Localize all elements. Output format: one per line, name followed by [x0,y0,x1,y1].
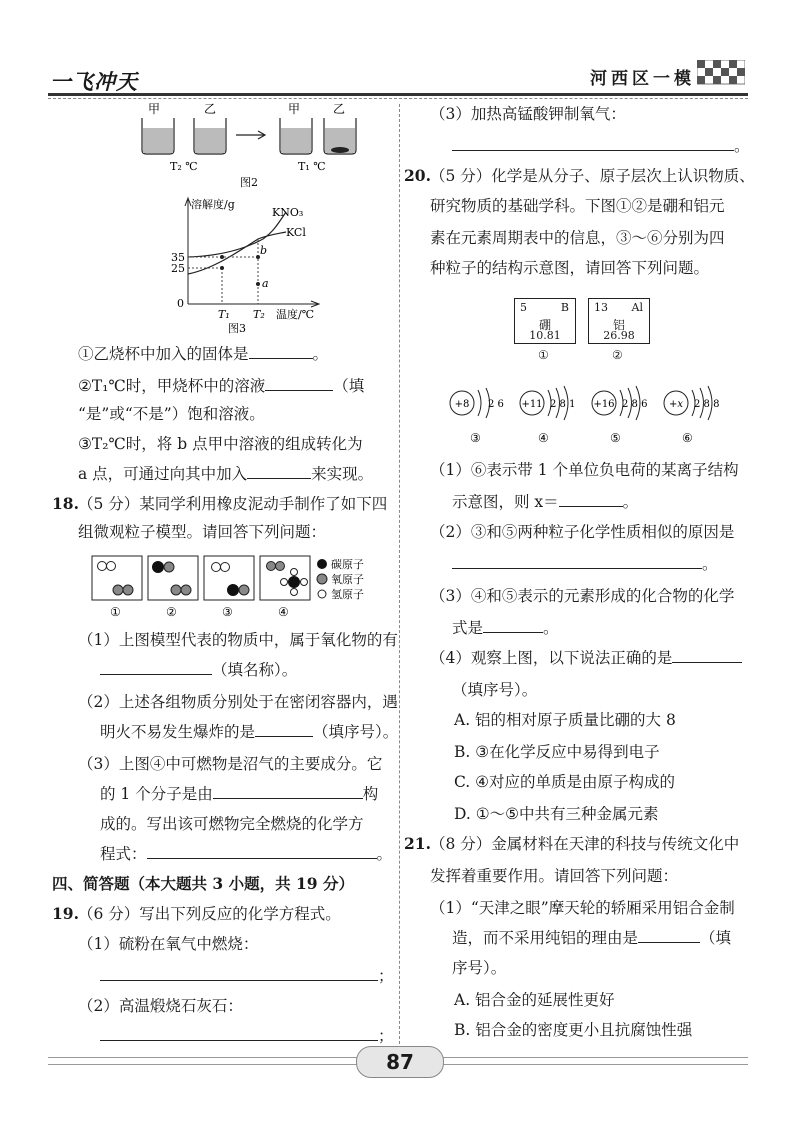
fig2-caption: 图2 [240,176,258,189]
q19-sub1: （1）硫粉在氧气中燃烧： [78,935,259,953]
x-axis [188,301,319,307]
svg-text:2 6: 2 6 [488,399,504,410]
q18-line1: （5 分）某同学利用橡皮泥动手制作了如下四 [78,495,388,513]
model-label-4: ④ [278,605,289,619]
fig3-t1: T₁ [218,308,230,321]
q18-sub3: （3）上图④中可燃物是沼气的主要成分。它 [78,755,383,773]
svg-text:+x: +x [668,399,684,410]
q19-sub2: （2）高温煅烧石灰石： [78,997,243,1015]
fig3-origin: 0 [177,297,184,310]
fig2-label-jia: 甲 [148,102,161,116]
q20-number: 20. [404,166,431,185]
fig3-caption: 图3 [228,322,246,335]
arrow-icon [236,131,265,139]
fig2-label-yi-2: 乙 [333,102,346,116]
header-dash-rule [48,98,748,99]
q19-line1: （6 分）写出下列反应的化学方程式。 [78,905,341,923]
model-label-1: ① [110,605,121,619]
element-card-aluminum: 13 Al 铝 26.98 [588,298,650,344]
svg-text:③: ③ [470,431,481,445]
q21-sub1c: 序号）。 [452,959,507,977]
q19-sub3-blank-row: 。 [452,136,750,156]
answer-blank[interactable] [249,344,313,359]
q20-sub2b: 。 [452,554,718,574]
q21-option-a: A. 铝合金的延展性更好 [454,991,615,1009]
answer-blank[interactable] [672,648,742,663]
q21-number: 21. [404,834,431,853]
answer-blank[interactable] [452,554,702,569]
q21-line1: （8 分）金属材料在天津的科技与传统文化中 [430,835,740,853]
answer-blank[interactable] [559,492,623,507]
q20-sub4b: （填序号）。 [452,681,538,699]
q18-sub1: （1）上图模型代表的物质中，属于氧化物的有 [78,631,398,649]
fig3-point-a: a [262,277,269,290]
fig3-ylabel: 溶解度/g [191,198,235,211]
q18-sub1b: （填名称）。 [100,660,297,680]
svg-text:⑥: ⑥ [682,431,693,445]
q20-option-d: D. ①～⑤中共有三种金属元素 [454,805,659,823]
svg-text:2 8 8: 2 8 8 [694,399,720,410]
answer-blank[interactable] [247,464,311,479]
q20-line2: 研究物质的基础学科。下图①②是硼和铝元 [430,197,725,215]
q18-line2: 组微观粒子模型。请回答下列问题： [78,523,327,541]
q20-option-b: B. ③在化学反应中易得到电子 [454,743,660,761]
q20-option-a: A. 铝的相对原子质量比硼的大 8 [454,711,676,729]
fig2-label-yi: 乙 [204,102,217,116]
fig2-temp-left: T₂ ℃ [170,160,198,173]
svg-text:④: ④ [538,431,549,445]
fig3-kcl-label: KCl [286,226,306,239]
q20-sub1: （1）⑥表示带 1 个单位负电荷的某离子结构 [430,461,739,479]
figure-3-solubility-graph [168,194,338,339]
q20-line4: 种粒子的结构示意图，请回答下列问题。 [430,259,710,277]
model-label-2: ② [166,605,177,619]
model-label-3: ③ [222,605,233,619]
answer-blank[interactable] [265,376,333,391]
q20-line3: 素在元素周期表中的信息，③～⑥分别为四 [430,229,725,247]
answer-blank[interactable] [100,966,378,981]
legend-oxygen: 氧原子 [331,573,364,586]
q20-line1: （5 分）化学是从分子、原子层次上认识物质、 [430,167,755,185]
undissolved-solid [331,147,349,153]
brand-logo-text: 一飞冲天 [50,70,138,94]
q20-sub3b: 式是 。 [452,619,559,637]
figure-2-beakers [128,100,368,190]
q19-sub1-blank-row: ； [100,966,394,986]
q18-sub3c: 成的。写出该可燃物完全燃烧的化学方 [100,815,364,833]
q17-line2: ②T₁℃时，甲烧杯中的溶液 （填 [78,377,365,395]
svg-text:+8: +8 [454,399,470,410]
kcl-curve [188,232,286,274]
particle-3 [450,388,504,445]
answer-blank[interactable] [147,844,377,859]
column-separator [399,104,400,1054]
q20-sub2: （2）③和⑤两种粒子化学性质相似的原因是 [430,523,735,541]
header-rule [48,93,748,96]
q17-line5: a 点，可通过向其中加入 来实现。 [78,465,374,483]
fig2-label-jia-2: 甲 [288,102,301,116]
fig3-t2: T₂ [253,308,265,321]
particle-4 [520,386,575,445]
q19-sub2-blank-row: ； [100,1026,394,1046]
q18-sub3b: 的 1 个分子是由 构 [100,785,379,803]
answer-blank[interactable] [483,618,543,633]
answer-blank[interactable] [100,660,212,675]
element-label-1: ① [538,348,549,362]
answer-blank[interactable] [213,784,363,799]
svg-text:2 8 6: 2 8 6 [622,399,648,410]
element-card-boron: 5 B 硼 10.81 [514,298,576,344]
q20-option-c: C. ④对应的单质是由原子构成的 [454,773,676,791]
checker-decoration [697,60,745,90]
exam-region-title: 河西区一模 [590,69,695,89]
q18-sub3d: 程式： 。 [100,845,393,863]
particle-6 [664,386,719,445]
q17-line1: ①乙烧杯中加入的固体是 。 [78,345,329,363]
q20-sub4: （4）观察上图，以下说法正确的是 [430,648,742,668]
molecule-models-figure [90,554,390,624]
y-axis [185,198,191,304]
svg-text:+11: +11 [521,399,543,410]
answer-blank[interactable] [452,136,734,151]
fig2-temp-right: T₁ ℃ [298,160,326,173]
svg-text:2 8 1: 2 8 1 [550,399,576,410]
q19-number: 19. [52,904,79,923]
answer-blank[interactable] [638,928,700,943]
fig3-point-b: b [260,244,268,257]
q18-sub2: （2）上述各组物质分别处于在密闭容器内，遇 [78,693,398,711]
page-number: 87 [356,1046,444,1078]
fig3-xlabel: 温度/℃ [276,308,315,321]
q21-option-b: B. 铝合金的密度更小且抗腐蚀性强 [454,1021,693,1039]
q18-number: 18. [52,494,79,513]
answer-blank[interactable] [100,1026,378,1041]
answer-blank[interactable] [255,722,313,737]
q20-sub1b: 示意图，则 x＝ 。 [452,493,639,511]
particle-5 [592,386,647,445]
legend-carbon: 碳原子 [331,558,364,571]
q21-line2: 发挥着重要作用。请回答下列问题： [430,867,679,885]
svg-text:⑤: ⑤ [610,431,621,445]
legend-hydrogen: 氢原子 [331,588,364,601]
q17-line3: “是”或“不是”）饱和溶液。 [78,405,265,423]
fig3-kno3-label: KNO₃ [272,206,304,219]
q17-line4: ③T₂℃时，将 b 点甲中溶液的组成转化为 [78,435,363,453]
element-label-2: ② [612,348,623,362]
q20-sub3: （3）④和⑤表示的元素形成的化合物的化学 [430,587,735,605]
q21-sub1: （1）“天津之眼”摩天轮的轿厢采用铝合金制 [430,899,735,917]
q18-sub2b: 明火不易发生爆炸的是 （填序号）。 [100,723,399,741]
svg-text:+16: +16 [593,399,615,410]
section-4-heading: 四、简答题（本大题共 3 小题，共 19 分） [52,874,354,893]
fig3-tick-35: 35 [171,251,185,264]
particle-structure-diagrams [440,380,740,450]
q19-sub3: （3）加热高锰酸钾制氧气： [430,105,626,123]
q21-sub1b: 造，而不采用纯铝的理由是 （填 [452,929,732,947]
fig3-tick-25: 25 [171,262,185,275]
